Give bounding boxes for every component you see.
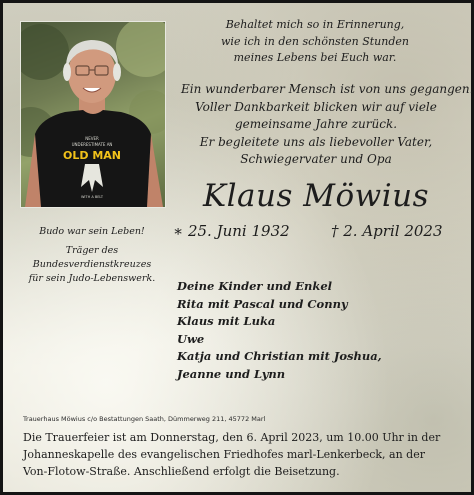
ceremony-line: Die Trauerfeier ist am Donnerstag, den 6. April 2023, um 10.00 Uhr in der	[23, 431, 441, 444]
family-list	[177, 278, 382, 383]
family-line: Rita mit Pascal und Conny	[177, 296, 348, 311]
shirt-print-line2: UNDERESTIMATE AN	[71, 142, 113, 147]
tribute-line: Er begleitete uns als liebevoller Vater,	[199, 134, 433, 149]
funeral-details	[23, 429, 463, 480]
death-date: † 2. April 2023	[331, 222, 443, 240]
tribute-line: Schwiegervater und Opa	[240, 152, 392, 166]
caption-line: Träger des	[65, 245, 119, 256]
shirt-print-line3: OLD MAN	[63, 149, 121, 162]
poem-line: meines Lebens bei Euch war.	[233, 51, 397, 64]
caption-line: für sein Judo-Lebenswerk.	[28, 273, 156, 284]
tribute-line: gemeinsame Jahre zurück.	[234, 117, 398, 131]
family-line: Klaus mit Luka	[177, 314, 276, 328]
poem-line: Behaltet mich so in Erinnerung,	[225, 18, 405, 31]
ceremony-line: Von-Flotow-Straße. Anschließend erfolgt die Beisetzung.	[23, 465, 340, 478]
mourning-address: Trauerhaus Möwius c/o Bestattungen Saath, Dümmerweg 211, 45772 Marl	[23, 415, 266, 423]
family-line: Deine Kinder und Enkel	[177, 279, 333, 293]
shirt-print-line1: NEVER	[85, 136, 99, 141]
deceased-name: Klaus Möwius	[202, 178, 429, 214]
caption-line: Bundesverdienstkreuzes	[32, 259, 152, 270]
ceremony-line: Johanneskapelle des evangelischen Friedhofes marl-Lenkerbeck, an der	[23, 448, 425, 461]
family-line: Jeanne und Lynn	[177, 366, 286, 381]
tribute-text	[181, 81, 474, 169]
portrait-illustration	[21, 22, 165, 207]
caption-line: Budo war sein Leben!	[39, 226, 145, 237]
shirt-print-line4: WITH A BELT	[80, 195, 104, 199]
poem-line: wie ich in den schönsten Stunden	[221, 34, 409, 48]
portrait-photo	[20, 21, 166, 208]
tribute-line: Voller Dankbarkeit blicken wir auf viele	[195, 99, 437, 114]
poem-verse	[201, 17, 429, 67]
photo-caption	[21, 225, 163, 286]
family-line: Katja und Christian mit Joshua,	[177, 349, 382, 363]
birth-date: ∗ 25. Juni 1932	[173, 222, 290, 240]
family-line: Uwe	[177, 331, 205, 346]
tribute-line: Ein wunderbarer Mensch ist von uns gegangen.	[181, 82, 474, 96]
